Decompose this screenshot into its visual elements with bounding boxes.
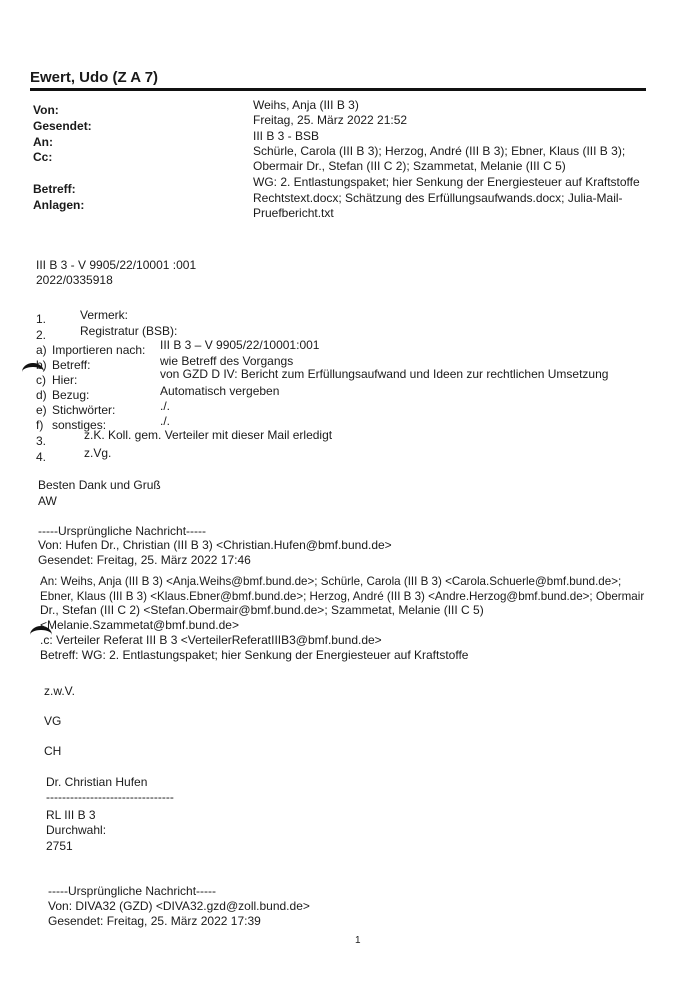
body-vg: VG (44, 714, 62, 728)
greeting-line1: Besten Dank und Gruß (38, 478, 161, 492)
original1-to-line4: <Melanie.Szammetat@bmf.bund.de> (40, 618, 239, 632)
vermerk-label: Bezug: (52, 388, 90, 402)
label-sent: Gesendet: (33, 119, 92, 133)
vermerk-num: e) (36, 403, 47, 417)
vermerk-num: d) (36, 388, 47, 402)
label-cc: Cc: (33, 150, 53, 164)
vermerk-num: f) (36, 418, 44, 432)
original1-to-line2: Ebner, Klaus (III B 3) <Klaus.Ebner@bmf.bund.de>; Herzog, André (III B 3) <Andre.Herzog@bmf.bund.de>; Obermair (40, 590, 645, 603)
page-number: 1 (355, 935, 361, 946)
vermerk-label: Importieren nach: (52, 343, 146, 357)
greeting-line2: AW (38, 494, 57, 508)
vermerk-num: 1. (36, 312, 47, 326)
signature-name: Dr. Christian Hufen (46, 775, 148, 789)
body-zwv: z.w.V. (44, 684, 75, 698)
value-from: Weihs, Anja (III B 3) (253, 98, 359, 112)
label-subject: Betreff: (33, 182, 76, 196)
vermerk-label: Hier: (52, 373, 78, 387)
vermerk-num: 4. (36, 450, 47, 464)
reference-line1: III B 3 - V 9905/22/10001 :001 (36, 258, 197, 272)
label-to: An: (33, 135, 53, 149)
original2-sent: Gesendet: Freitag, 25. März 2022 17:39 (48, 914, 261, 928)
vermerk-num: c) (36, 373, 46, 387)
value-cc-line1: Schürle, Carola (III B 3); Herzog, André (III B 3); Ebner, Klaus (III B 3); (253, 144, 626, 158)
value-to: III B 3 - BSB (253, 129, 320, 143)
value-attachments-line1: Rechtstext.docx; Schätzung des Erfüllungsaufwands.docx; Julia-Mail- (253, 191, 623, 205)
vermerk-num: b) (36, 358, 47, 372)
vermerk-label: Registratur (BSB): (80, 324, 178, 338)
original1-to-line1: An: Weihs, Anja (III B 3) <Anja.Weihs@bmf.bund.de>; Schürle, Carola (III B 3) <Carola.Schuerle@bmf.bund.de>; (40, 575, 622, 588)
vermerk-num: 2. (36, 328, 47, 342)
value-cc-line2: Obermair Dr., Stefan (III C 2); Szammetat, Melanie (III C 5) (253, 159, 566, 173)
vermerk-label: z.K. Koll. gem. Verteiler mit dieser Mail erledigt (84, 428, 333, 442)
original2-divider: -----Ursprüngliche Nachricht----- (48, 884, 217, 898)
vermerk-value: Automatisch vergeben (160, 384, 280, 398)
original1-divider: -----Ursprüngliche Nachricht----- (38, 524, 207, 538)
vermerk-label: z.Vg. (84, 446, 112, 460)
vermerk-value: von GZD D IV: Bericht zum Erfüllungsaufwand und Ideen zur rechtlichen Umsetzung (160, 367, 609, 381)
vermerk-value: wie Betreff des Vorgangs (160, 354, 294, 368)
signature-label: Durchwahl: (46, 823, 107, 837)
value-sent: Freitag, 25. März 2022 21:52 (253, 113, 408, 127)
signature-unit: RL III B 3 (46, 808, 96, 822)
vermerk-label: Stichwörter: (52, 403, 116, 417)
vermerk-num: a) (36, 343, 47, 357)
signature-rule: -------------------------------- (46, 790, 174, 804)
vermerk-num: 3. (36, 434, 47, 448)
vermerk-value: III B 3 – V 9905/22/10001:001 (160, 338, 320, 352)
original1-subject: Betreff: WG: 2. Entlastungspaket; hier Senkung der Energiesteuer auf Kraftstoffe (40, 648, 469, 662)
vermerk-label: Vermerk: (80, 308, 129, 322)
value-subject: WG: 2. Entlastungspaket; hier Senkung der Energiesteuer auf Kraftstoffe (253, 175, 640, 189)
reference-line2: 2022/0335918 (36, 273, 113, 287)
original1-to-line3: Dr., Stefan (III C 2) <Stefan.Obermair@bmf.bund.de>; Szammetat, Melanie (III C 5) (40, 603, 484, 617)
original2-from: Von: DIVA32 (GZD) <DIVA32.gzd@zoll.bund.de> (48, 899, 310, 913)
signature-number: 2751 (46, 839, 73, 853)
vermerk-value: ./. (160, 414, 171, 428)
vermerk-value: ./. (160, 399, 171, 413)
sender-name: Ewert, Udo (Z A 7) (30, 69, 159, 86)
label-attachments: Anlagen: (33, 198, 85, 212)
original1-cc: .c: Verteiler Referat III B 3 <VerteilerReferatIIIB3@bmf.bund.de> (40, 633, 382, 647)
value-attachments-line2: Pruefbericht.txt (253, 206, 334, 220)
vermerk-label: sonstiges: (52, 418, 107, 432)
label-from: Von: (33, 103, 59, 117)
vermerk-label: Betreff: (52, 358, 91, 372)
original1-sent: Gesendet: Freitag, 25. März 2022 17:46 (38, 553, 251, 567)
original1-from: Von: Hufen Dr., Christian (III B 3) <Christian.Hufen@bmf.bund.de> (38, 538, 392, 552)
header-rule (30, 88, 646, 91)
body-ch: CH (44, 744, 62, 758)
